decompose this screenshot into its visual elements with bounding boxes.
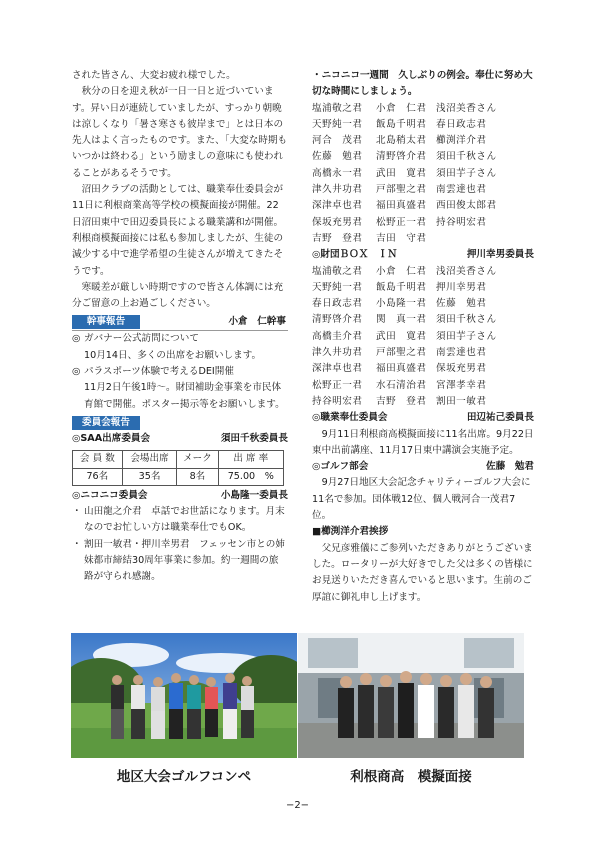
member-name: 戸部聖之君 xyxy=(376,184,427,196)
saa-header xyxy=(72,431,288,447)
paragraph-activities: 沼田クラブの活動としては、職業奉仕委員会が11日に利根商業高等学校の模擬面接が開催。22日沼田東中で田辺委員長による職業講和が開催。利根商模擬面接には私も参加しましたが、生徒の減少する中で進学希望の生徒さんが増えてきたそうです。 xyxy=(72,184,284,277)
member-name: 水石清治君 xyxy=(376,379,427,391)
bullet-mark: ◎ xyxy=(72,366,81,378)
member-name: 飯島千明君 xyxy=(376,118,427,130)
member-name: 須田芋子さん xyxy=(436,167,497,179)
member-name: 南雲達也君 xyxy=(436,184,487,196)
niko-week-names xyxy=(312,101,534,248)
member-name: 深津卓也君 xyxy=(312,363,363,375)
table-cell: 8名 xyxy=(177,468,218,485)
member-name: 津久井功君 xyxy=(312,184,363,196)
bullet-mark: ・ xyxy=(72,538,82,550)
member-name: 吉野 登君 xyxy=(376,395,427,407)
caption-interview: 利根商高 模擬面接 xyxy=(350,769,472,785)
table-cell: 76名 xyxy=(73,468,123,485)
golf-body: 9月27日地区大会記念チャリティーゴルフ大会に11名で参加。団体戦12位、個人戦河合一茂君7位。 xyxy=(312,477,531,522)
member-name: 持谷明宏君 xyxy=(436,216,487,228)
kanji-item-body: 11月2日午後1時〜。財団補助金事業を市民体育館で開催。ポスター掲示等をお願いします。 xyxy=(84,382,285,410)
table-header-cell: 会場出席 xyxy=(122,451,177,468)
table-cell: 35名 xyxy=(122,468,177,485)
member-name: 吉野 登君 xyxy=(312,232,363,244)
member-name: 須田芋子さん xyxy=(436,330,497,342)
kanji-item-title: ガバナー公式訪問について xyxy=(84,333,199,345)
kanji-report-header xyxy=(72,314,288,331)
member-name: 武田 寛君 xyxy=(376,167,427,179)
niko-week-title: ・ニコニコ一週間 久しぶりの例会。奉仕に努め大切な時間にしましょう。 xyxy=(312,70,533,98)
niko-chair: 小島隆一委員長 xyxy=(220,489,288,501)
intro-line: された皆さん、大変お疲れ様でした。 xyxy=(72,70,236,81)
member-name: 押川幸男君 xyxy=(436,281,487,293)
saa-title: ◎SAA出席委員会 xyxy=(72,432,151,444)
left-column xyxy=(72,68,288,586)
shokugyo-header xyxy=(312,410,534,426)
member-name: 割田一敏君 xyxy=(436,395,487,407)
member-name xyxy=(436,231,526,247)
member-name: 須田千秋さん xyxy=(436,314,497,326)
member-name: 福田真盛君 xyxy=(376,200,427,212)
member-name: 宮澤孝幸君 xyxy=(436,379,487,391)
member-name: 松野正一君 xyxy=(376,216,427,228)
shokugyo-chair: 田辺祐己委員長 xyxy=(466,412,534,424)
table-header-cell: メーク xyxy=(177,451,218,468)
member-name: 清野啓介君 xyxy=(312,314,363,326)
bullet-mark: ◎ xyxy=(72,333,81,345)
kanji-item-title: パラスポーツ体験で考えるDEI開催 xyxy=(84,366,234,378)
golf-lead: 佐藤 勉君 xyxy=(486,461,534,473)
member-name: 武田 寛君 xyxy=(376,330,427,342)
member-name: 保坂充男君 xyxy=(436,363,487,375)
member-name: 春日政志君 xyxy=(436,118,487,130)
member-name: 福田真盛君 xyxy=(376,363,427,375)
committee-report-badge: 委員会報告 xyxy=(72,416,140,430)
member-name: 深津卓也君 xyxy=(312,200,363,212)
page-number: −2− xyxy=(285,800,310,811)
member-name: 浅沼美香さん xyxy=(436,265,497,277)
member-name: 櫛渕洋介君 xyxy=(436,135,487,147)
box-chair: 押川幸男委員長 xyxy=(466,249,534,261)
member-name: 天野純一君 xyxy=(312,281,363,293)
member-name: 天野純一君 xyxy=(312,118,363,130)
paragraph-autumn: 秋分の日を迎え秋が一日一日と近づいています。昇い日が連続していましたが、すっかり朝晩は涼しくなり「暑さ寒さも彼岸まで」とは日本の先人はよく言ったものです。また、「大変な時期もいつかは終わる」という励ましの意味にも使われることがあるそうです。 xyxy=(72,86,288,179)
paragraph-closing: 寒暖差が厳しい時期ですので皆さん体調には充分ご留意の上お過ごしください。 xyxy=(72,281,284,310)
member-name: 保坂充男君 xyxy=(312,216,363,228)
member-name: 持谷明宏君 xyxy=(312,395,363,407)
kanji-item xyxy=(72,331,288,364)
niko-header xyxy=(72,488,288,504)
member-name: 西田俊太郎君 xyxy=(436,200,497,212)
caption-golf: 地区大会ゴルフコンペ xyxy=(116,769,252,785)
member-name: 高橋圭介君 xyxy=(312,330,363,342)
table-header-cell: 出 席 率 xyxy=(218,451,283,468)
mock-interview-photo xyxy=(298,633,524,758)
kanji-item-body: 10月14日、多くの出席をお願いします。 xyxy=(84,349,262,361)
member-name: 小倉 仁君 xyxy=(376,102,427,114)
member-name: 吉田 守君 xyxy=(376,232,427,244)
kanji-name: 小倉 仁幹事 xyxy=(228,316,286,328)
box-header xyxy=(312,247,534,263)
member-name: 塩浦敬之君 xyxy=(312,265,363,277)
table-header-row xyxy=(73,451,284,468)
niko-item xyxy=(72,504,288,537)
member-name: 浅沼美香さん xyxy=(436,102,497,114)
table-cell: 75.00 % xyxy=(218,468,283,485)
member-name: 松野正一君 xyxy=(312,379,363,391)
niko-item-text: 山田龍之介君 卓話でお世話になります。月末なのでお忙しい方は職業奉仕でもOK。 xyxy=(84,506,285,534)
member-name: 春日政志君 xyxy=(312,298,363,310)
table-row xyxy=(73,468,284,485)
right-column xyxy=(312,68,534,606)
member-name: 飯島千明君 xyxy=(376,281,427,293)
member-name: 小島隆一君 xyxy=(376,298,427,310)
aisatsu-body: 父兄彦雅儀にご参列いただきありがとうございました。ロータリーが大好きでした父は多くの皆様にお見送りいただき喜んでいると思います。生前のご厚誼に御礼申し上げます。 xyxy=(312,542,533,603)
member-name: 小倉 仁君 xyxy=(376,265,427,277)
attendance-table xyxy=(72,450,284,486)
member-name: 南雲達也君 xyxy=(436,347,487,359)
kanji-item xyxy=(72,364,288,413)
member-name: 高橋永一君 xyxy=(312,167,363,179)
saa-chair: 須田千秋委員長 xyxy=(220,432,288,444)
niko-item-text: 割田一敏君・押川幸男君 フェッセン市との姉妹都市締結30周年事業に参加。約一週間の旅路が守られ感謝。 xyxy=(84,538,285,583)
committee-report-header xyxy=(72,415,288,431)
member-name: 関 真一君 xyxy=(376,314,427,326)
aisatsu-title: ■櫛渕洋介君挨拶 xyxy=(312,526,389,538)
shokugyo-body: 9月11日利根商高模擬面接に11名出席。9月22日東中出前講座、11月17日東中講演会実施予定。 xyxy=(312,428,534,456)
golf-title: ◎ゴルフ部会 xyxy=(312,461,369,473)
member-name: 清野啓介君 xyxy=(376,151,427,163)
member-name: 須田千秋さん xyxy=(436,151,497,163)
box-title: ◎財団ＢＯＸ ＩＮ xyxy=(312,249,398,261)
member-name: 塩浦敬之君 xyxy=(312,102,363,114)
member-name: 佐藤 勉君 xyxy=(436,298,487,310)
member-name: 河合 茂君 xyxy=(312,135,363,147)
member-name: 戸部聖之君 xyxy=(376,347,427,359)
member-name: 北島稍太君 xyxy=(376,135,427,147)
niko-title: ◎ニコニコ委員会 xyxy=(72,489,148,501)
kanji-report-badge: 幹事報告 xyxy=(72,315,140,329)
member-name: 佐藤 勉君 xyxy=(312,151,363,163)
golf-group-photo xyxy=(71,633,297,758)
box-names xyxy=(312,264,534,411)
member-name: 津久井功君 xyxy=(312,347,363,359)
shokugyo-title: ◎職業奉仕委員会 xyxy=(312,412,388,424)
bullet-mark: ・ xyxy=(72,506,82,518)
table-header-cell: 会 員 数 xyxy=(73,451,123,468)
golf-header xyxy=(312,459,534,475)
niko-item xyxy=(72,537,288,586)
